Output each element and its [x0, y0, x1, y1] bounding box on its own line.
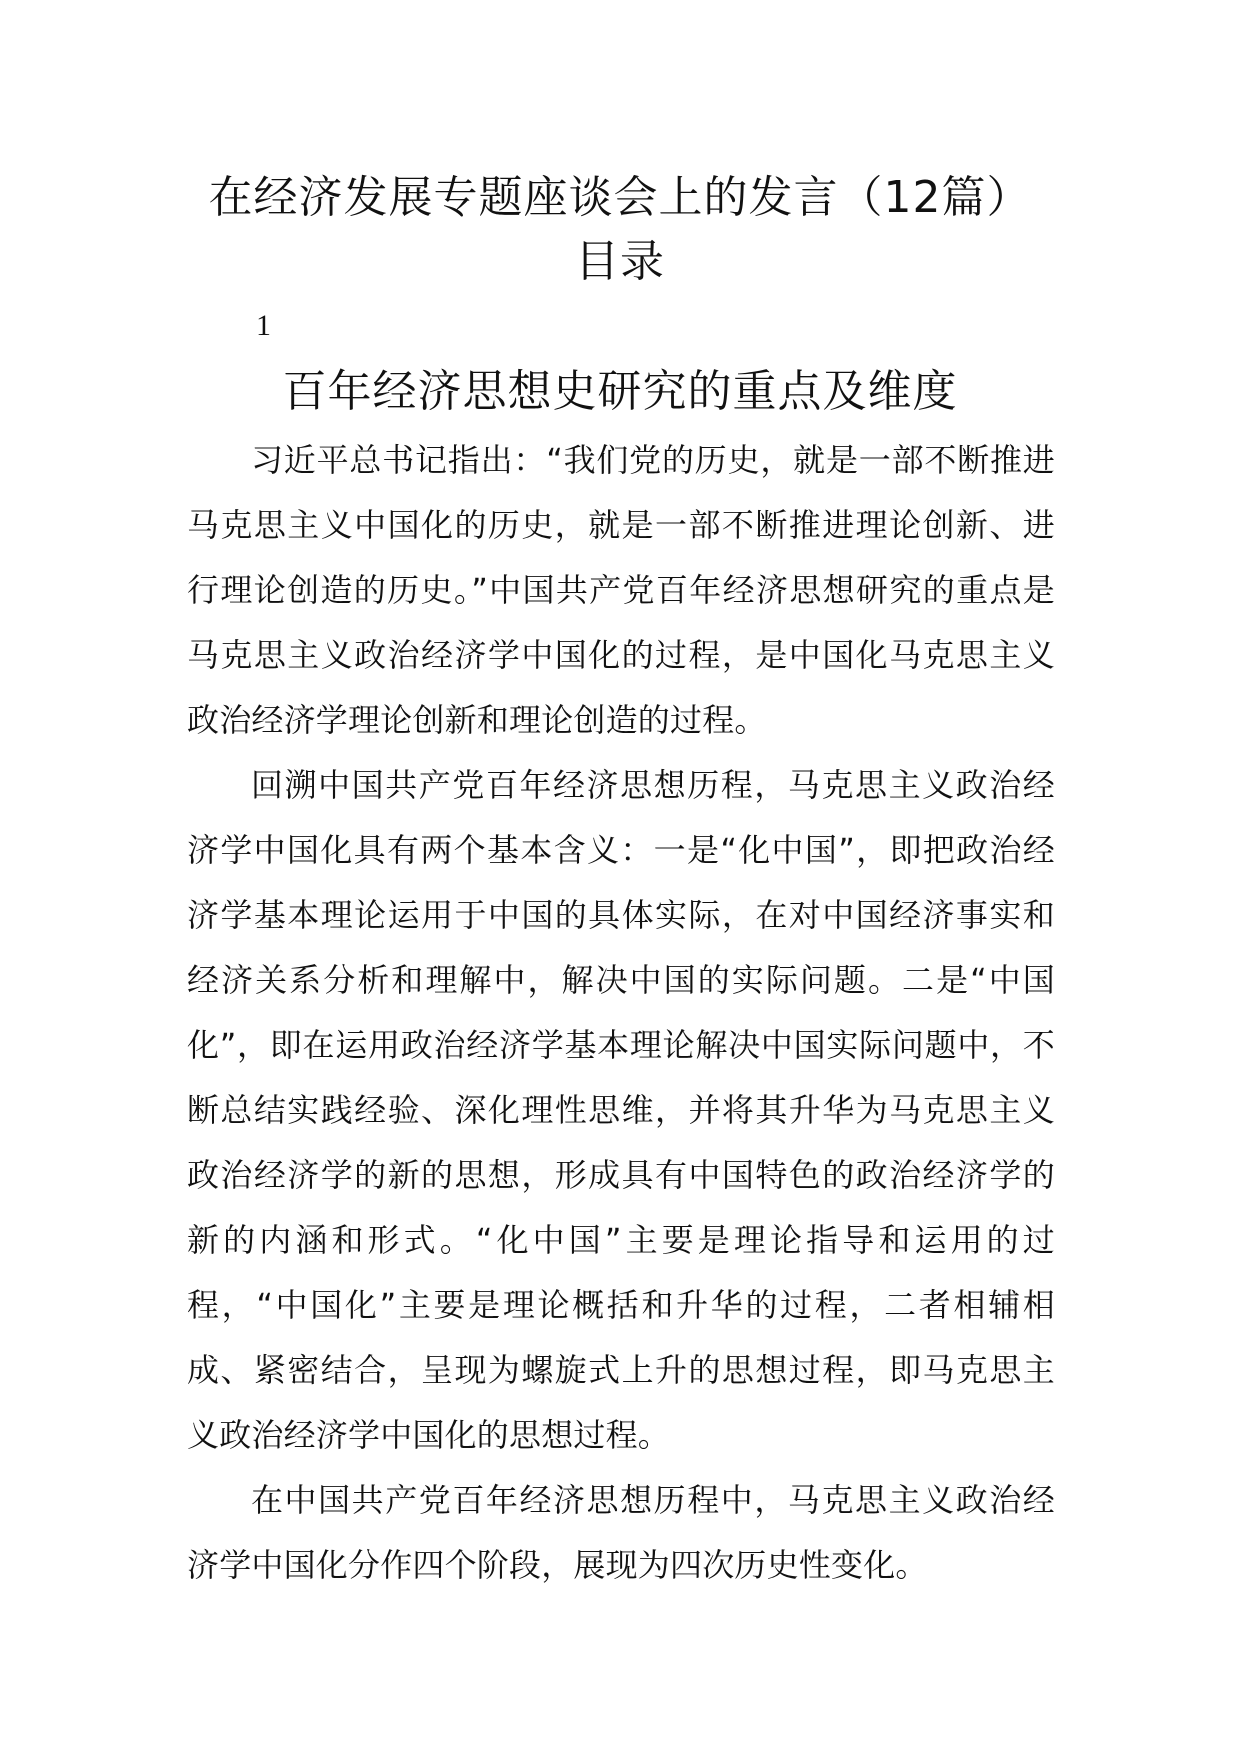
article-title: 百年经济思想史研究的重点及维度 [282, 366, 958, 417]
toc-heading: 目录 [575, 236, 665, 287]
document-title: 在经济发展专题座谈会上的发言（12篇） [208, 172, 1032, 223]
paragraph: 在中国共产党百年经济思想历程中，马克思主义政治经济学中国化分作四个阶段，展现为四次历史性变化。 [187, 1481, 1055, 1584]
paragraph: 习近平总书记指出：“我们党的历史，就是一部不断推进马克思主义中国化的历史，就是一部不断推进理论创新、进行理论创造的历史。”中国共产党百年经济思想研究的重点是马克思主义政治经济学中国化的过程，是中国化马克思主义政治经济学理论创新和理论创造的过程。 [187, 441, 1055, 739]
toc-item-number: 1 [256, 309, 271, 342]
paragraph: 回溯中国共产党百年经济思想历程，马克思主义政治经济学中国化具有两个基本含义：一是“化中国”，即把政治经济学基本理论运用于中国的具体实际，在对中国经济事实和经济关系分析和理解中，解决中国的实际问题。二是“中国化”，即在运用政治经济学基本理论解决中国实际问题中，不断总结实践经验、深化理性思维，并将其升华为马克思主义政治经济学的新的思想，形成具有中国特色的政治经济学的新的内涵和形式。“化中国”主要是理论指导和运用的过程，“中国化”主要是理论概括和升华的过程，二者相辅相成、紧密结合，呈现为螺旋式上升的思想过程，即马克思主义政治经济学中国化的思想过程。 [187, 766, 1055, 1454]
article-body [187, 428, 1055, 1598]
